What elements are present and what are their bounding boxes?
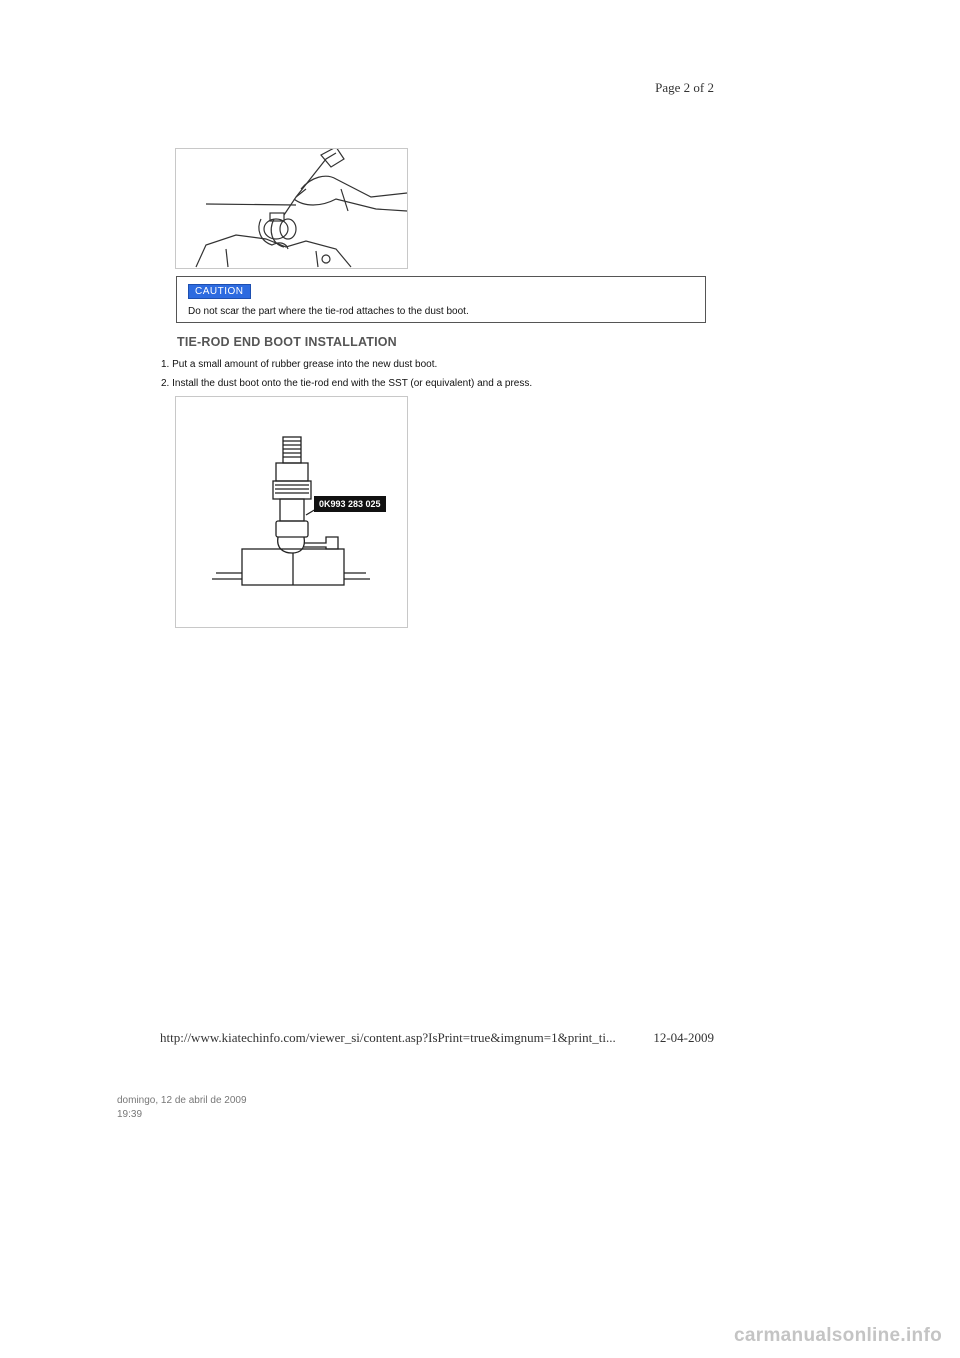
section-heading: TIE-ROD END BOOT INSTALLATION	[177, 335, 397, 349]
tool-label: 0K993 283 025	[314, 496, 386, 512]
step-item: 1. Put a small amount of rubber grease into the new dust boot.	[161, 359, 438, 370]
note-date: domingo, 12 de abril de 2009	[117, 1095, 247, 1106]
caution-box	[176, 276, 706, 323]
figure-boot-install-press	[175, 396, 408, 628]
figure-boot-removal	[175, 148, 408, 269]
footer-date: 12-04-2009	[653, 1030, 714, 1045]
caution-badge: CAUTION	[188, 284, 251, 299]
note-time: 19:39	[117, 1109, 143, 1120]
page-number: Page 2 of 2	[655, 80, 714, 95]
watermark: carmanualsonline.info	[734, 1325, 942, 1346]
footer-url: http://www.kiatechinfo.com/viewer_si/content.asp?IsPrint=true&imgnum=1&print_ti...	[160, 1030, 616, 1045]
illustration-press-sst	[176, 397, 407, 627]
step-item: 2. Install the dust boot onto the tie-rod end with the SST (or equivalent) and a press.	[161, 378, 533, 389]
caution-text: Do not scar the part where the tie-rod attaches to the dust boot.	[188, 306, 469, 317]
illustration-chisel-boot-removal	[176, 149, 407, 268]
